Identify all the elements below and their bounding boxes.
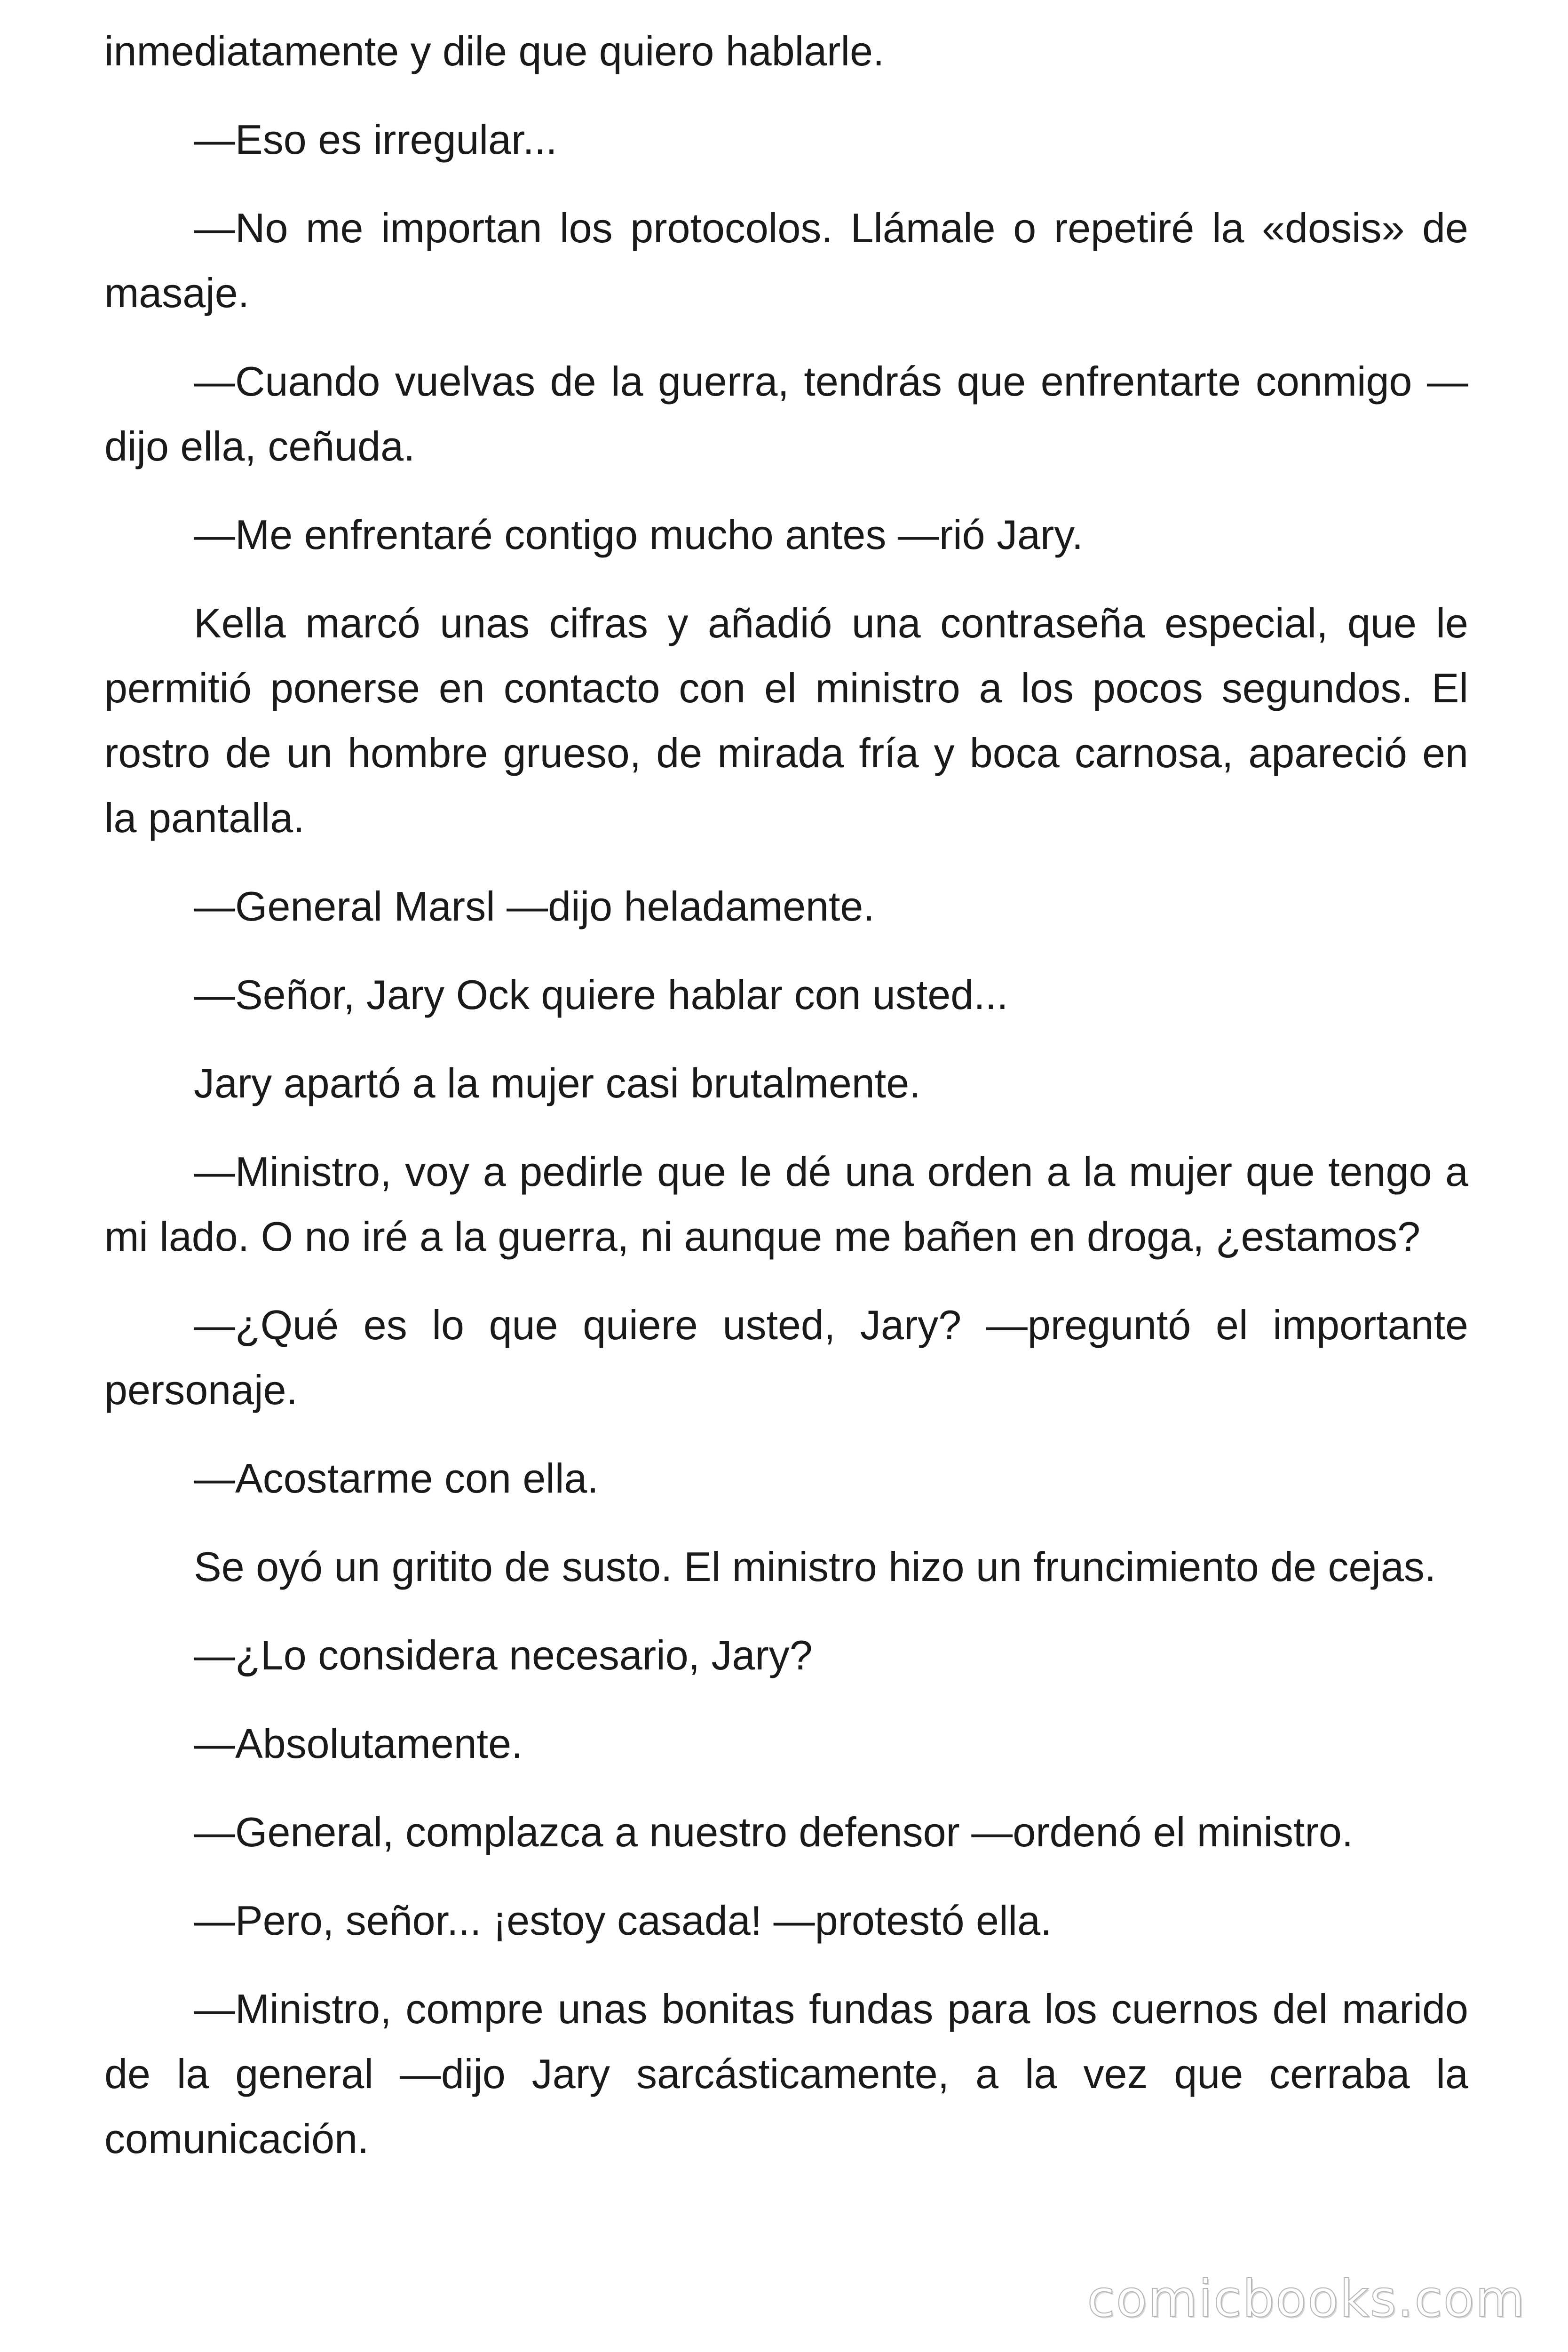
- paragraph-8: Jary apartó a la mujer casi brutalmente.: [194, 1060, 921, 1106]
- paragraph-2: —No me importan los protocolos. Llámale o repetiré la «dosis» de masaje.: [104, 205, 1468, 316]
- paragraph-3: —Cuando vuelvas de la guerra, tendrás que enfrentarte conmigo —dijo ella, ceñuda.: [104, 358, 1468, 469]
- paragraph-9: —Ministro, voy a pedirle que le dé una orden a la mujer que tengo a mi lado. O no iré a la guerra, ni aunque me bañen en droga, ¿estamos?: [104, 1148, 1468, 1260]
- page-body: [104, 19, 1468, 2195]
- paragraph-13: —¿Lo considera necesario, Jary?: [194, 1632, 813, 1678]
- paragraph-0: inmediatamente y dile que quiero hablarle.: [104, 28, 885, 74]
- paragraph-1: —Eso es irregular...: [194, 116, 557, 163]
- paragraph-11: —Acostarme con ella.: [194, 1455, 599, 1502]
- paragraph-6: —General Marsl —dijo heladamente.: [194, 883, 875, 930]
- paragraph-4: —Me enfrentaré contigo mucho antes —rió Jary.: [194, 511, 1084, 558]
- paragraph-15: —General, complazca a nuestro defensor —ordenó el ministro.: [194, 1809, 1354, 1855]
- paragraph-7: —Señor, Jary Ock quiere hablar con usted...: [194, 971, 1008, 1018]
- paragraph-14: —Absolutamente.: [194, 1720, 523, 1767]
- paragraph-17: —Ministro, compre unas bonitas fundas para los cuernos del marido de la general —dijo Jary sarcásticamente, a la vez que cerraba la comunicación.: [104, 1986, 1468, 2162]
- watermark: comicbooks.com: [1087, 2270, 1526, 2328]
- paragraph-5: Kella marcó unas cifras y añadió una contraseña especial, que le permitió ponerse en contacto con el ministro a los pocos segundos. El rostro de un hombre grueso, de mirada fría y boca carnosa, apareció en la pantalla.: [104, 600, 1468, 841]
- paragraph-12: Se oyó un gritito de susto. El ministro hizo un fruncimiento de cejas.: [194, 1543, 1436, 1590]
- paragraph-10: —¿Qué es lo que quiere usted, Jary? —preguntó el importante personaje.: [104, 1302, 1468, 1413]
- paragraph-16: —Pero, señor... ¡estoy casada! —protestó ella.: [194, 1897, 1052, 1944]
